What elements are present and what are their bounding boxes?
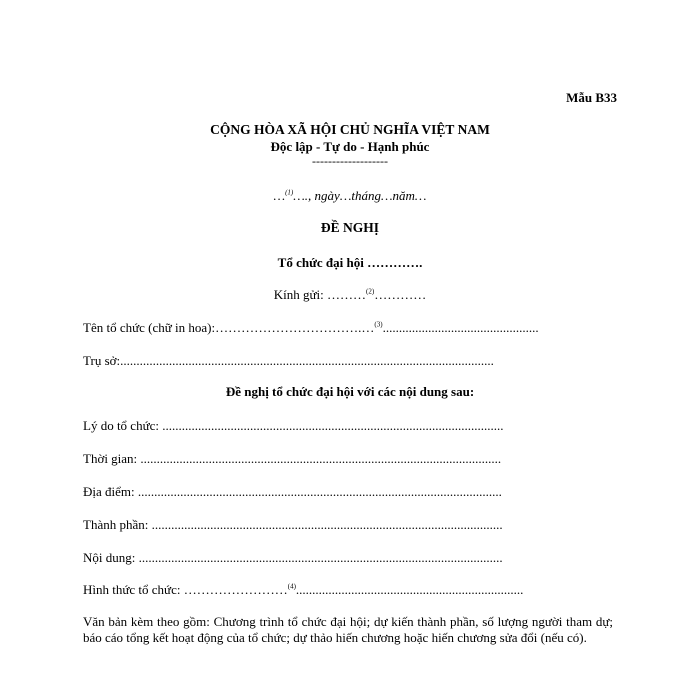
- reason-line: Lý do tổ chức: .........................................................................................................: [83, 418, 504, 433]
- org-name-before: Tên tổ chức (chữ in hoa):…………………………….…: [83, 320, 375, 335]
- footnote-ref-2: (2): [366, 287, 375, 296]
- recipient-line: [0, 287, 700, 303]
- recipient-before: Kính gửi: ………: [273, 287, 367, 302]
- national-title: CỘNG HÒA XÃ HỘI CHỦ NGHĨA VIỆT NAM: [210, 122, 490, 137]
- header-separator: -------------------: [312, 154, 388, 168]
- org-name-line: [83, 320, 539, 336]
- attached-documents-paragraph: Văn bản kèm theo gồm: Chương trình tổ chức đại hội; dự kiến thành phần, số lượng người tham dự; báo cáo tổng kết hoạt động của tổ chức; dự thảo hiến chương hoặc hiến chương sửa đổi (nếu có).: [83, 614, 613, 645]
- document-title: ĐỀ NGHỊ: [320, 220, 380, 235]
- dateline-suffix: …., ngày…tháng…năm…: [293, 188, 427, 203]
- dateline-prefix: …: [273, 188, 286, 203]
- composition-line: Thành phần: ............................................................................................................: [83, 517, 503, 532]
- footnote-ref-3: (3): [374, 320, 383, 329]
- document-subject: Tổ chức đại hội ………….: [277, 255, 423, 270]
- format-line: [83, 582, 523, 598]
- place-date-line: [0, 188, 700, 204]
- form-code: Mẫu B33: [566, 90, 617, 105]
- place-line: Địa điểm: ................................................................................................................: [83, 484, 502, 499]
- format-before: Hình thức tổ chức: ……………………: [83, 582, 288, 597]
- footnote-ref-1: (1): [285, 188, 294, 197]
- recipient-after: …………: [374, 287, 427, 302]
- footnote-ref-4: (4): [287, 582, 296, 591]
- national-motto: Độc lập - Tự do - Hạnh phúc: [270, 139, 430, 154]
- headquarters-line: Trụ sở:...................................................................................................................: [83, 353, 494, 368]
- org-name-after: ................................................: [382, 320, 539, 335]
- time-line: Thời gian: ...............................................................................................................: [83, 451, 502, 466]
- section-heading: Đề nghị tổ chức đại hội với các nội dung sau:: [225, 384, 475, 399]
- format-after: ......................................................................: [295, 582, 524, 597]
- content-line: Nội dung: ................................................................................................................: [83, 550, 503, 565]
